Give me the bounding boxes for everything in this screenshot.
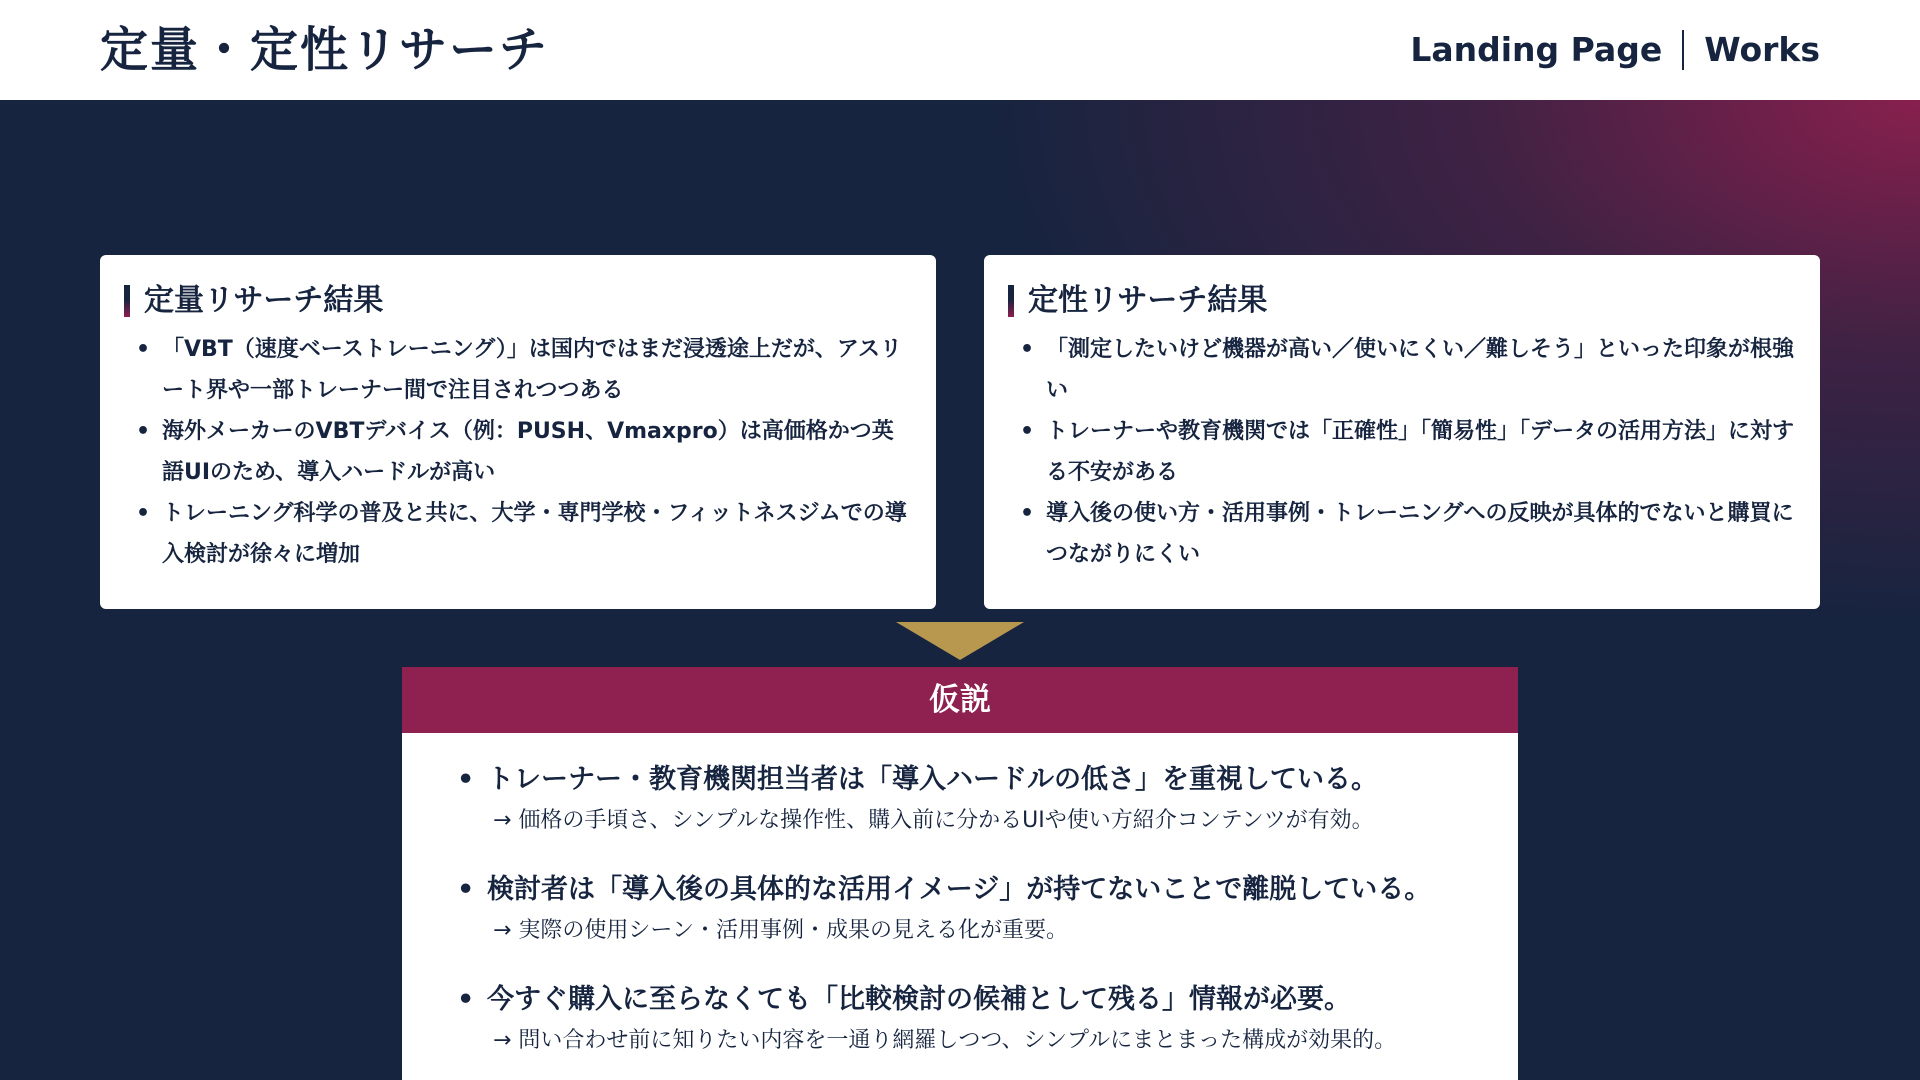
hypothesis-list [402,733,1518,1061]
brand-landing-page: Landing Page [1410,30,1663,69]
down-arrow-icon [896,622,1024,660]
list-item: • 「測定したいけど機器が高い／使いにくい／難しそう」といった印象が根強い [1020,329,1796,411]
quantitative-title-text: 定量リサーチ結果 [144,283,384,318]
qualitative-card-title [1008,281,1796,321]
hypothesis-item [457,759,1518,841]
brand-works: Works [1704,30,1820,69]
content-background [0,100,1920,1080]
quantitative-research-card [100,255,936,609]
hypothesis-title: 仮説 [402,667,1518,733]
hypothesis-statement: • 検討者は「導入後の具体的な活用イメージ」が持てないことで離脱している。 [457,869,1518,911]
list-item: • 「VBT（速度ベーストレーニング）」は国内ではまだ浸透途上だが、アスリート界や一部トレーナー間で注目されつつある [136,329,912,411]
quantitative-list [124,329,912,575]
brand-logo [1410,26,1820,74]
list-item: • 海外メーカーのVBTデバイス（例：PUSH、Vmaxpro）は高価格かつ英語UIのため、導入ハードルが高い [136,411,912,493]
brand-divider [1682,30,1684,70]
title-accent-bar [124,285,130,317]
qualitative-research-card [984,255,1820,609]
header [0,0,1920,100]
quantitative-card-title [124,281,912,321]
qualitative-list [1008,329,1796,575]
hypothesis-card [402,667,1518,1080]
hypothesis-implication: → 問い合わせ前に知りたい内容を一通り網羅しつつ、シンプルにまとまった構成が効果的。 [493,1028,1397,1053]
list-item: • トレーニング科学の普及と共に、大学・専門学校・フィットネスジムでの導入検討が徐々に増加 [136,493,912,575]
hypothesis-statement: • トレーナー・教育機関担当者は「導入ハードルの低さ」を重視している。 [457,759,1518,801]
hypothesis-statement: • 今すぐ購入に至らなくても「比較検討の候補として残る」情報が必要。 [457,979,1518,1021]
title-accent-bar [1008,285,1014,317]
page-title: 定量・定性リサーチ [100,22,550,78]
hypothesis-implication: → 価格の手頃さ、シンプルな操作性、購入前に分かるUIや使い方紹介コンテンツが有効。 [493,808,1374,833]
list-item: • トレーナーや教育機関では「正確性」「簡易性」「データの活用方法」に対する不安がある [1020,411,1796,493]
qualitative-title-text: 定性リサーチ結果 [1028,283,1268,318]
hypothesis-item [457,979,1518,1061]
hypothesis-item [457,869,1518,951]
hypothesis-implication: → 実際の使用シーン・活用事例・成果の見える化が重要。 [493,918,1068,943]
list-item: • 導入後の使い方・活用事例・トレーニングへの反映が具体的でないと購買につながりにくい [1020,493,1796,575]
